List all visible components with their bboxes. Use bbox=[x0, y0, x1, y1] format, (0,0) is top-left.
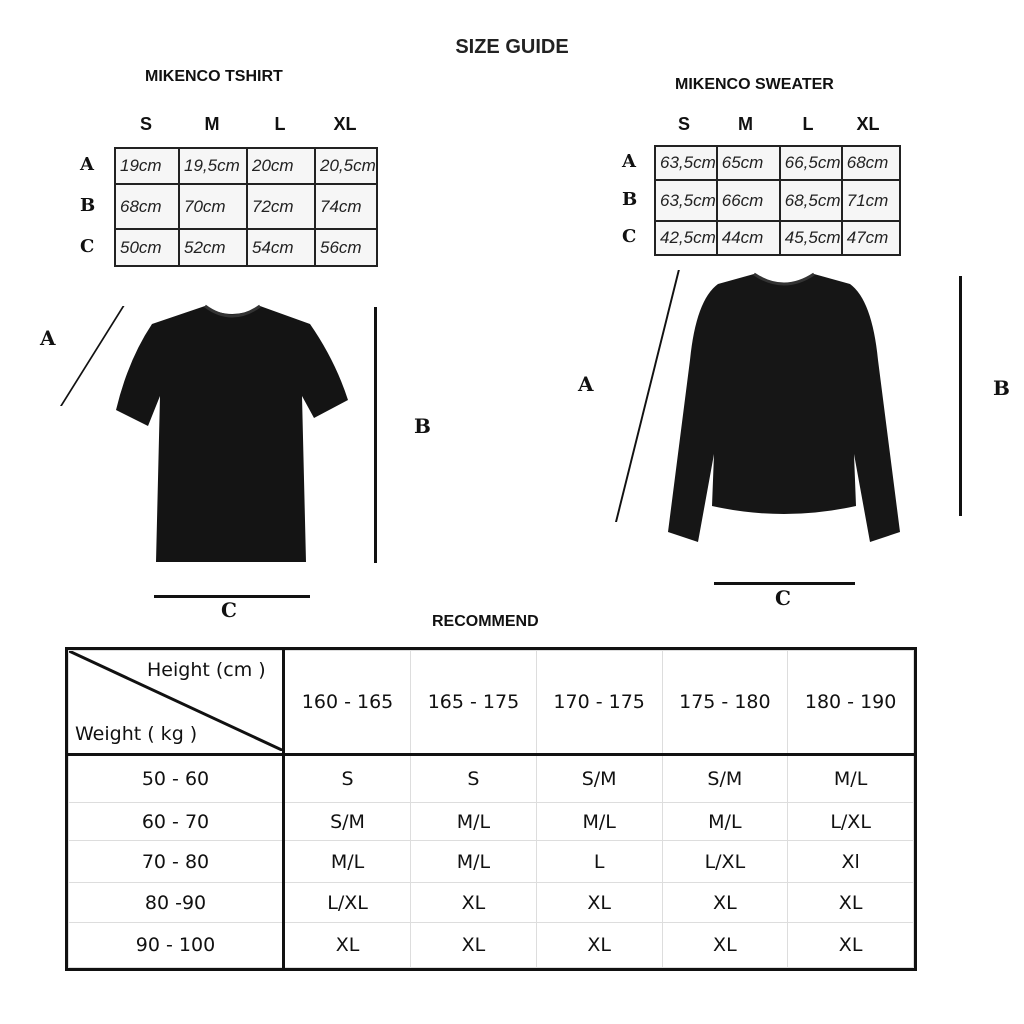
measurement-cell: 74cm bbox=[315, 184, 377, 229]
size-header-m: M bbox=[738, 114, 753, 134]
table-row bbox=[115, 148, 377, 184]
recommended-size-cell: L/XL bbox=[284, 883, 411, 923]
recommended-size-cell: M/L bbox=[284, 841, 411, 883]
height-range-header: 170 - 175 bbox=[536, 651, 662, 755]
table-row bbox=[115, 229, 377, 266]
row-label-c: C bbox=[80, 235, 95, 257]
measurement-cell: 52cm bbox=[179, 229, 247, 266]
row-label-c: C bbox=[622, 226, 637, 247]
row-label-a: A bbox=[80, 154, 94, 175]
row-label-b: B bbox=[622, 188, 638, 210]
weight-range-cell: 70 - 80 bbox=[69, 841, 284, 883]
recommended-size-cell: XL bbox=[536, 923, 662, 968]
size-header-m: M bbox=[204, 114, 220, 134]
recommended-size-cell: M/L bbox=[662, 803, 788, 841]
recommended-size-cell: XL bbox=[284, 923, 411, 968]
page-title: SIZE GUIDE bbox=[455, 36, 569, 58]
size-header-xl: XL bbox=[333, 114, 357, 134]
sweater-image bbox=[664, 270, 904, 545]
table-row bbox=[69, 755, 914, 803]
measurement-cell: 68cm bbox=[115, 184, 179, 229]
height-range-header: 160 - 165 bbox=[284, 651, 411, 755]
table-row bbox=[69, 923, 914, 968]
size-header-s: S bbox=[677, 114, 690, 134]
row-label-a: A bbox=[622, 151, 636, 172]
measurement-cell: 71cm bbox=[842, 180, 900, 221]
recommended-size-cell: XL bbox=[411, 923, 537, 968]
measurement-cell: 66,5cm bbox=[780, 146, 842, 180]
table-row bbox=[69, 883, 914, 923]
measurement-cell: 66cm bbox=[717, 180, 780, 221]
tshirt-image bbox=[110, 300, 355, 570]
recommended-size-cell: Xl bbox=[788, 841, 914, 883]
recommended-size-cell: M/L bbox=[411, 803, 537, 841]
tshirt-dim-b: B bbox=[414, 414, 431, 438]
diagonal-header-cell bbox=[69, 651, 284, 755]
recommended-size-cell: XL bbox=[411, 883, 537, 923]
recommended-size-cell: M/L bbox=[411, 841, 537, 883]
sweater-dim-a: A bbox=[578, 372, 594, 396]
size-header-s: S bbox=[139, 114, 152, 134]
recommended-size-cell: XL bbox=[536, 883, 662, 923]
table-row bbox=[69, 803, 914, 841]
measurement-cell: 45,5cm bbox=[780, 221, 842, 255]
measurement-cell: 50cm bbox=[115, 229, 179, 266]
measurement-cell: 44cm bbox=[717, 221, 780, 255]
height-label: Height (cm ) bbox=[147, 659, 266, 681]
measurement-cell: 42,5cm bbox=[655, 221, 717, 255]
measurement-cell: 19,5cm bbox=[179, 148, 247, 184]
recommended-size-cell: S bbox=[411, 755, 537, 803]
sweater-title: MIKENCO SWEATER bbox=[675, 76, 834, 93]
measurement-cell: 63,5cm bbox=[655, 146, 717, 180]
tshirt-size-table bbox=[114, 147, 378, 267]
recommended-size-cell: L bbox=[536, 841, 662, 883]
recommended-size-cell: XL bbox=[788, 923, 914, 968]
row-label-b: B bbox=[80, 194, 96, 216]
table-row bbox=[655, 180, 900, 221]
weight-label: Weight ( kg ) bbox=[75, 723, 198, 745]
table-row bbox=[69, 841, 914, 883]
sweater-size-table bbox=[654, 145, 901, 256]
recommended-size-cell: S/M bbox=[536, 755, 662, 803]
table-row bbox=[655, 146, 900, 180]
measurement-cell: 72cm bbox=[247, 184, 315, 229]
measurement-cell: 70cm bbox=[179, 184, 247, 229]
measurement-cell: 68,5cm bbox=[780, 180, 842, 221]
height-range-header: 180 - 190 bbox=[788, 651, 914, 755]
recommend-table bbox=[68, 650, 914, 968]
sweater-dim-c: C bbox=[775, 586, 791, 610]
height-range-header: 165 - 175 bbox=[411, 651, 537, 755]
recommended-size-cell: XL bbox=[788, 883, 914, 923]
measurement-cell: 68cm bbox=[842, 146, 900, 180]
sweater-dim-b: B bbox=[993, 376, 1010, 400]
table-row bbox=[115, 184, 377, 229]
recommended-size-cell: L/XL bbox=[788, 803, 914, 841]
recommended-size-cell: S bbox=[284, 755, 411, 803]
weight-range-cell: 80 -90 bbox=[69, 883, 284, 923]
recommended-size-cell: XL bbox=[662, 923, 788, 968]
measurement-cell: 63,5cm bbox=[655, 180, 717, 221]
weight-range-cell: 60 - 70 bbox=[69, 803, 284, 841]
measurement-cell: 56cm bbox=[315, 229, 377, 266]
height-range-header: 175 - 180 bbox=[662, 651, 788, 755]
measurement-cell: 65cm bbox=[717, 146, 780, 180]
tshirt-dim-a: A bbox=[40, 326, 56, 350]
measurement-cell: 20,5cm bbox=[315, 148, 377, 184]
table-row bbox=[655, 221, 900, 255]
weight-range-cell: 50 - 60 bbox=[69, 755, 284, 803]
tshirt-title: MIKENCO TSHIRT bbox=[145, 68, 283, 85]
size-header-l: L bbox=[274, 114, 286, 134]
recommend-header-row bbox=[69, 651, 914, 755]
measurement-cell: 19cm bbox=[115, 148, 179, 184]
recommended-size-cell: XL bbox=[662, 883, 788, 923]
size-header-l: L bbox=[802, 114, 814, 134]
recommended-size-cell: S/M bbox=[284, 803, 411, 841]
measurement-cell: 54cm bbox=[247, 229, 315, 266]
tshirt-dim-c: C bbox=[221, 598, 237, 622]
recommend-title: RECOMMEND bbox=[432, 613, 539, 630]
measurement-cell: 20cm bbox=[247, 148, 315, 184]
weight-range-cell: 90 - 100 bbox=[69, 923, 284, 968]
recommended-size-cell: S/M bbox=[662, 755, 788, 803]
recommended-size-cell: L/XL bbox=[662, 841, 788, 883]
recommended-size-cell: M/L bbox=[788, 755, 914, 803]
size-header-xl: XL bbox=[856, 114, 880, 134]
measurement-cell: 47cm bbox=[842, 221, 900, 255]
recommended-size-cell: M/L bbox=[536, 803, 662, 841]
